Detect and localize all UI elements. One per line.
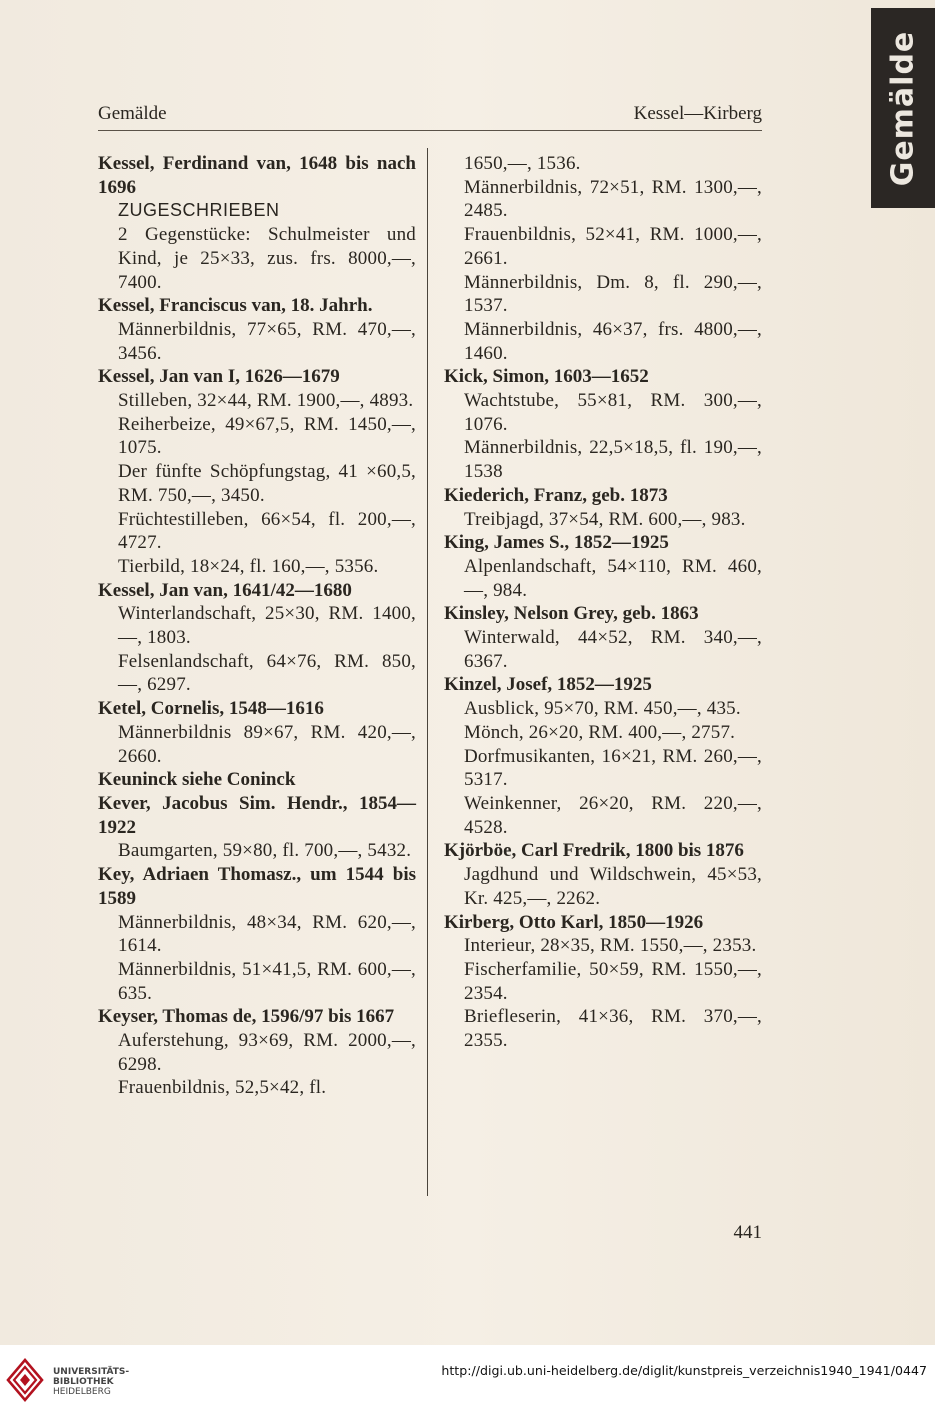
artist-heading: Key, Adriaen Thomasz., um 1544 bis 1589 <box>98 864 416 909</box>
artwork-entry: Winterwald, 44×52, RM. 340,—, 6367. <box>464 627 762 672</box>
artwork-entry: Weinkenner, 26×20, RM. 220,—, 4528. <box>464 792 762 838</box>
artwork-entry: Dorfmusikanten, 16×21, RM. 260,—, 5317. <box>464 745 762 791</box>
artist-heading: Kessel, Jan van I, 1626—1679 <box>98 366 340 388</box>
artwork-entry: Männerbildnis, 72×51, RM. 1300,—, 2485. <box>464 176 762 222</box>
artist-heading: Kirberg, Otto Karl, 1850—1926 <box>444 911 704 933</box>
library-name-line1: UNIVERSITÄTS- <box>53 1367 130 1377</box>
artwork-entry: Winterlandschaft, 25×30, RM. 1400,—, 1803. <box>118 603 416 649</box>
artwork-entry: Männerbildnis, Dm. 8, fl. 290,—, 1537. <box>464 271 762 317</box>
artwork-entry: Felsenlandschaft, 64×76, RM. 850,—, 6297. <box>118 650 416 696</box>
artist-heading: Kessel, Jan van, 1641/42—1680 <box>98 579 352 601</box>
section-tab-label-wrap <box>871 8 935 208</box>
artwork-entry: Männerbildnis, 48×34, RM. 620,—, 1614. <box>118 911 416 957</box>
artwork-entry: ZUGESCHRIEBEN <box>118 200 280 221</box>
artwork-entry: Frauenbildnis, 52×41, RM. 1000,—, 2661. <box>464 224 762 269</box>
artist-heading: King, James S., 1852—1925 <box>444 532 669 554</box>
artwork-entry: Männerbildnis, 51×41,5, RM. 600,—, 635. <box>118 958 416 1004</box>
artist-heading: Kinzel, Josef, 1852—1925 <box>444 674 652 696</box>
artist-heading: Kiederich, Franz, geb. 1873 <box>444 484 668 506</box>
artist-heading: Keuninck siehe Coninck <box>98 769 296 791</box>
artwork-entry: Früchtestilleben, 66×54, fl. 200,—, 4727. <box>118 508 416 554</box>
library-name <box>53 1367 129 1397</box>
artwork-entry: Fischerfamilie, 50×59, RM. 1550,—, 2354. <box>464 958 762 1004</box>
artwork-entry: Wachtstube, 55×81, RM. 300,—, 1076. <box>464 390 762 435</box>
artist-heading: Ketel, Cornelis, 1548—1616 <box>98 698 324 720</box>
running-head-left: Gemälde <box>98 103 167 124</box>
source-url-link[interactable]: http://digi.ub.uni-heidelberg.de/diglit/kunstpreis_verzeichnis1940_1941/0447 <box>441 1363 927 1378</box>
artwork-entry: 1650,—, 1536. <box>464 153 581 174</box>
artwork-entry: Baumgarten, 59×80, fl. 700,—, 5432. <box>118 840 412 862</box>
artwork-entry: Alpenlandschaft, 54×110, RM. 460,—, 984. <box>464 555 762 601</box>
right-column <box>444 152 762 1053</box>
artist-heading: Kjörböe, Carl Fredrik, 1800 bis 1876 <box>444 840 744 862</box>
page-number: 441 <box>733 1222 762 1243</box>
artwork-entry: Männerbildnis, 22,5×18,5, fl. 190,—, 1538 <box>464 437 762 483</box>
footer-bar <box>0 1345 935 1418</box>
artwork-entry: Reiherbeize, 49×67,5, RM. 1450,—, 1075. <box>118 413 416 459</box>
header-rule <box>98 130 762 131</box>
section-tab-label: Gemälde <box>885 30 921 186</box>
artwork-entry: Männerbildnis, 77×65, RM. 470,—, 3456. <box>118 318 416 364</box>
artwork-entry: Männerbildnis, 46×37, frs. 4800,—, 1460. <box>464 318 762 364</box>
artwork-entry: Treibjagd, 37×54, RM. 600,—, 983. <box>464 508 746 530</box>
artwork-entry: Jagdhund und Wildschwein, 45×53, Kr. 425,—, 2262. <box>464 864 762 909</box>
library-name-line3: HEIDELBERG <box>53 1387 111 1397</box>
library-name-line2: BIBLIOTHEK <box>53 1377 114 1387</box>
library-logo-icon <box>6 1358 44 1402</box>
artwork-entry: Ausblick, 95×70, RM. 450,—, 435. <box>464 698 741 720</box>
artwork-entry: Stilleben, 32×44, RM. 1900,—, 4893. <box>118 390 414 412</box>
column-divider <box>427 148 428 1196</box>
artwork-entry: Frauenbildnis, 52,5×42, fl. <box>118 1077 327 1099</box>
artwork-entry: Interieur, 28×35, RM. 1550,—, 2353. <box>464 935 757 957</box>
artist-heading: Kessel, Ferdinand van, 1648 bis nach 1696 <box>98 153 416 198</box>
artist-heading: Kessel, Franciscus van, 18. Jahrh. <box>98 295 373 317</box>
running-head-right: Kessel—Kirberg <box>633 103 762 124</box>
artist-heading: Kick, Simon, 1603—1652 <box>444 366 649 388</box>
artwork-entry: Mönch, 26×20, RM. 400,—, 2757. <box>464 721 736 743</box>
artist-heading: Kever, Jacobus Sim. Hendr., 1854—1922 <box>98 792 416 838</box>
artwork-entry: Der fünfte Schöpfungstag, 41 ×60,5, RM. 750,—, 3450. <box>118 461 416 506</box>
artist-heading: Keyser, Thomas de, 1596/97 bis 1667 <box>98 1006 395 1028</box>
left-column <box>98 152 416 1100</box>
artwork-entry: 2 Gegenstücke: Schulmeister und Kind, je 25×33, zus. frs. 8000,—, 7400. <box>118 224 416 293</box>
artwork-entry: Briefleserin, 41×36, RM. 370,—, 2355. <box>464 1006 762 1052</box>
artwork-entry: Tierbild, 18×24, fl. 160,—, 5356. <box>118 555 379 577</box>
artwork-entry: Auferstehung, 93×69, RM. 2000,—, 6298. <box>118 1030 416 1075</box>
artwork-entry: Männerbildnis 89×67, RM. 420,—, 2660. <box>118 721 416 767</box>
artist-heading: Kinsley, Nelson Grey, geb. 1863 <box>444 603 699 625</box>
